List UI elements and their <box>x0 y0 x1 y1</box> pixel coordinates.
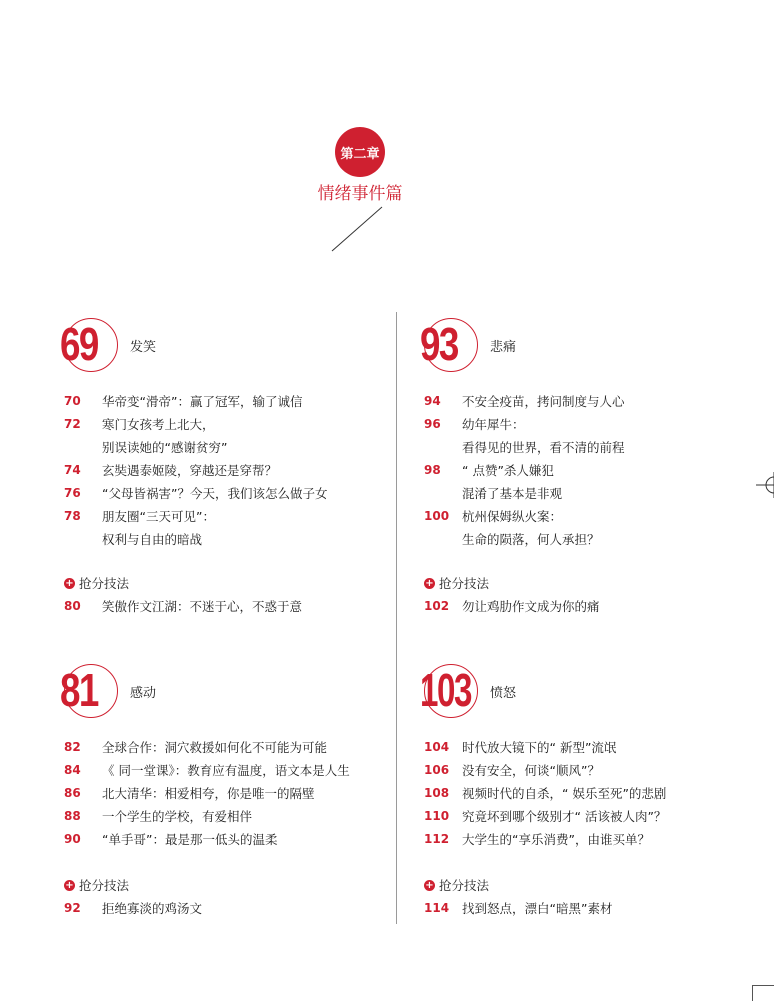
toc-entry[interactable] <box>64 759 384 782</box>
toc-entry[interactable] <box>424 505 744 528</box>
tip-label: 抢分技法 <box>439 576 490 591</box>
page-number <box>64 528 102 551</box>
toc-entry[interactable] <box>424 413 744 436</box>
page-number <box>64 436 102 459</box>
page-number: 114 <box>424 901 450 915</box>
entry-title: 北大清华：相爱相夸，你是唯一的隔壁 <box>102 786 315 801</box>
entry-title: 别误读她的“感谢贫穷” <box>102 440 228 455</box>
page-number: 106 <box>424 763 450 777</box>
page-number <box>424 528 462 551</box>
entry-title: 《 同一堂课》：教育应有温度，语文本是人生 <box>102 763 350 778</box>
entry-title: 生命的陨落，何人承担？ <box>462 532 600 547</box>
toc-entry[interactable] <box>64 390 384 413</box>
toc-entry[interactable] <box>424 759 744 782</box>
entry-title: 不安全疫苗，拷问制度与人心 <box>462 394 625 409</box>
toc-entry[interactable] <box>64 736 384 759</box>
tip-heading <box>64 574 129 592</box>
page-number: 102 <box>424 599 450 613</box>
toc-entry[interactable] <box>424 436 744 459</box>
entry-title: 玄奘遇泰姬陵，穿越还是穿帮？ <box>102 463 278 478</box>
toc-entry[interactable] <box>64 436 384 459</box>
page-number: 86 <box>64 786 81 800</box>
plus-circle-icon: + <box>65 577 74 589</box>
toc-entry[interactable] <box>64 595 384 618</box>
section-grief <box>420 318 744 614</box>
section-name: 发笑 <box>130 340 157 355</box>
section-number: 103 <box>420 664 471 716</box>
tip-label: 抢分技法 <box>439 878 490 893</box>
entry-title: 杭州保姆纵火案： <box>462 509 563 524</box>
toc-entry[interactable] <box>64 805 384 828</box>
entry-title: “父母皆祸害”？今天，我们该怎么做子女 <box>102 486 328 501</box>
crosshair-icon <box>756 472 774 498</box>
page-number: 94 <box>424 394 441 408</box>
toc-entry[interactable] <box>64 459 384 482</box>
page-number: 100 <box>424 509 450 523</box>
toc-entry[interactable] <box>64 897 384 920</box>
page-number <box>424 482 462 505</box>
page-number: 108 <box>424 786 450 800</box>
entry-title: 拒绝寡淡的鸡汤文 <box>102 901 203 916</box>
toc-entry[interactable] <box>424 528 744 551</box>
chapter-title: 情绪事件篇 <box>317 184 403 204</box>
section-number: 81 <box>60 664 98 716</box>
entry-title: “单手哥”：最是那一低头的温柔 <box>102 832 278 847</box>
tip-label: 抢分技法 <box>79 878 130 893</box>
tip-label: 抢分技法 <box>79 576 130 591</box>
toc-entry[interactable] <box>424 897 744 920</box>
toc-entry[interactable] <box>424 482 744 505</box>
entry-title: 全球合作：洞穴救援如何化不可能为可能 <box>102 740 328 755</box>
section-moved <box>60 664 384 916</box>
entry-title: 究竟坏到哪个级别才“ 活该被人肉”？ <box>462 809 667 824</box>
page-number: 78 <box>64 509 81 523</box>
page-number: 98 <box>424 463 441 477</box>
entry-title: 找到怒点，漂白“暗黑”素材 <box>462 901 613 916</box>
toc-entry[interactable] <box>64 482 384 505</box>
page-number: 84 <box>64 763 81 777</box>
entry-title: 没有安全，何谈“顺风”？ <box>462 763 600 778</box>
entry-title: 大学生的“享乐消费”，由谁买单？ <box>462 832 650 847</box>
page-number: 70 <box>64 394 81 408</box>
entry-title: 勿让鸡肋作文成为你的痛 <box>462 599 600 614</box>
section-name: 愤怒 <box>490 686 517 701</box>
page-number: 74 <box>64 463 81 477</box>
entry-title: 笑傲作文江湖：不迷于心，不惑于意 <box>102 599 303 614</box>
page-number: 110 <box>424 809 450 823</box>
section-name: 悲痛 <box>490 340 517 355</box>
section-number: 69 <box>60 318 98 370</box>
page-number: 104 <box>424 740 450 754</box>
page-number: 92 <box>64 901 81 915</box>
page-number: 82 <box>64 740 81 754</box>
plus-circle-icon: + <box>425 879 434 891</box>
entry-title: 朋友圈“三天可见”： <box>102 509 215 524</box>
section-anger <box>420 664 744 916</box>
section-number: 93 <box>420 318 458 370</box>
entry-title: 寒门女孩考上北大， <box>102 417 215 432</box>
page-number: 96 <box>424 417 441 431</box>
toc-entry[interactable] <box>424 782 744 805</box>
page-number: 80 <box>64 599 81 613</box>
entry-title: 混淆了基本是非观 <box>462 486 563 501</box>
section-name: 感动 <box>130 686 157 701</box>
page-number: 72 <box>64 417 81 431</box>
page-number: 90 <box>64 832 81 846</box>
toc-entry[interactable] <box>424 805 744 828</box>
entry-title: 时代放大镜下的“ 新型”流氓 <box>462 740 617 755</box>
page-number: 112 <box>424 832 450 846</box>
toc-entry[interactable] <box>424 390 744 413</box>
entry-title: 幼年犀牛： <box>462 417 525 432</box>
entry-title: 看得见的世界，看不清的前程 <box>462 440 625 455</box>
decorative-slash <box>330 205 386 255</box>
toc-entry[interactable] <box>64 505 384 528</box>
plus-circle-icon: + <box>65 879 74 891</box>
toc-entry[interactable] <box>424 595 744 618</box>
entry-title: 一个学生的学校，有爱相伴 <box>102 809 253 824</box>
toc-entry[interactable] <box>64 413 384 436</box>
entry-title: 华帝变“滑帝”：赢了冠军，输了诚信 <box>102 394 303 409</box>
entry-title: 视频时代的自杀，“ 娱乐至死”的悲剧 <box>462 786 667 801</box>
page-number: 88 <box>64 809 81 823</box>
tip-heading <box>424 876 489 894</box>
tip-heading <box>424 574 489 592</box>
toc-entry[interactable] <box>64 528 384 551</box>
section-laugh <box>60 318 384 614</box>
crop-mark <box>752 985 774 1001</box>
plus-circle-icon: + <box>425 577 434 589</box>
entry-title: 权利与自由的暗战 <box>102 532 203 547</box>
page-number <box>424 436 462 459</box>
toc-entry[interactable] <box>424 459 744 482</box>
toc-entry[interactable] <box>64 828 384 851</box>
toc-entry[interactable] <box>424 828 744 851</box>
column-divider <box>396 312 397 924</box>
chapter-badge: 第二章 <box>335 127 385 177</box>
entry-title: “ 点赞”杀人嫌犯 <box>462 463 554 478</box>
page-number: 76 <box>64 486 81 500</box>
tip-heading <box>64 876 129 894</box>
toc-entry[interactable] <box>424 736 744 759</box>
toc-entry[interactable] <box>64 782 384 805</box>
